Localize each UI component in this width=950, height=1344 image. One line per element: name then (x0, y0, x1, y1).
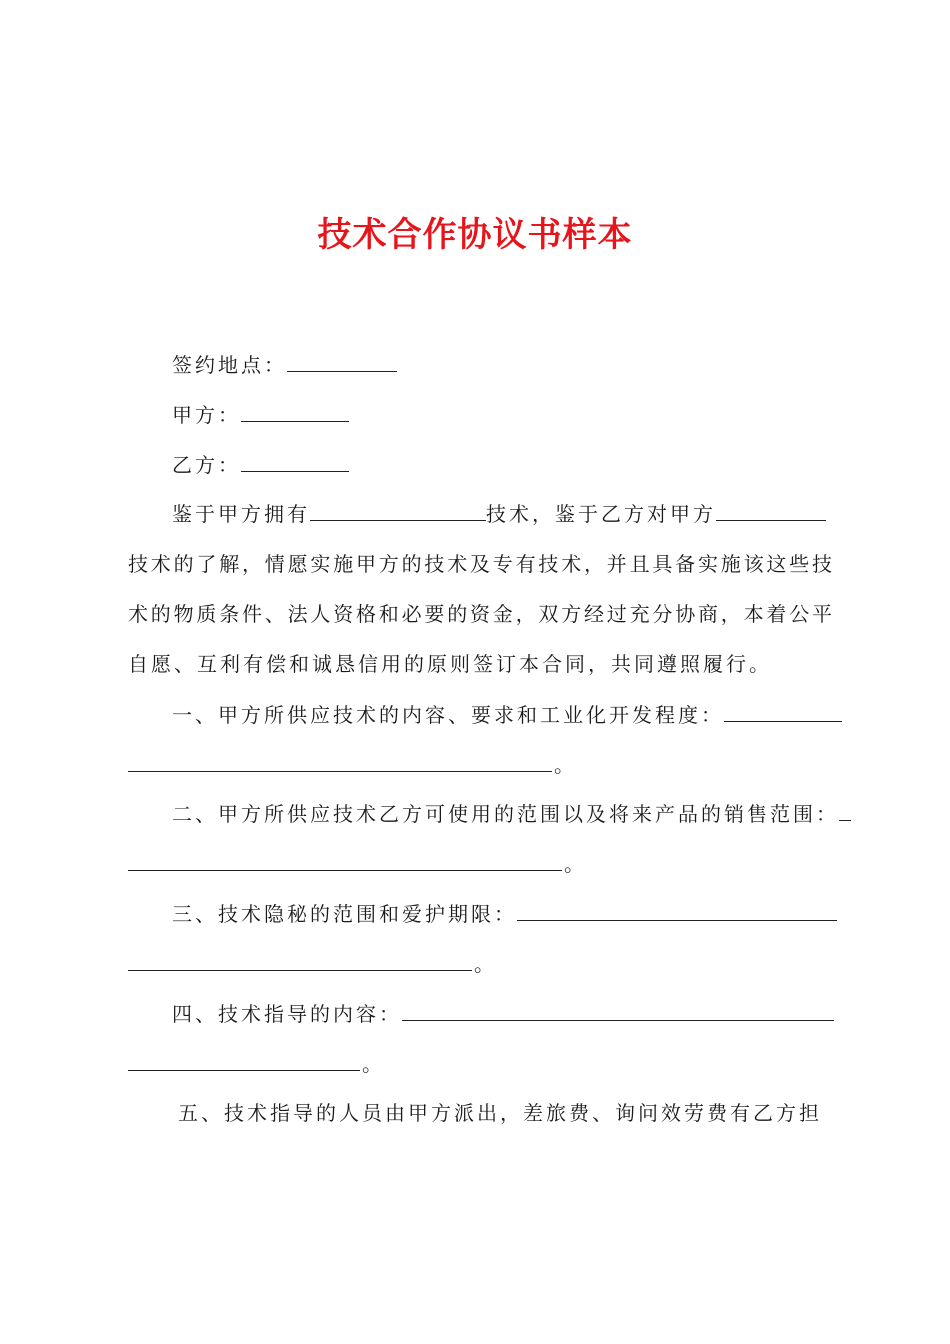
preamble-party-a-tech-blank (716, 502, 826, 521)
preamble-line-3: 术的物质条件、法人资格和必要的资金，双方经过充分协商，本着公平 (128, 602, 832, 626)
clause-1-line-1 (172, 700, 832, 730)
clause-1-line-2 (128, 750, 832, 780)
preamble-line-4: 自愿、互利有偿和诚恳信用的原则签订本合同，共同遵照履行。 (128, 652, 772, 676)
clause-1-period: 。 (554, 753, 577, 777)
clause-4-period: 。 (362, 1052, 385, 1076)
clause-3-text: 三、技术隐秘的范围和爱护期限： (172, 902, 517, 926)
clause-2-line-1 (172, 799, 839, 829)
clause-3-period: 。 (474, 952, 497, 976)
preamble-text-1b: 技术，鉴于乙方对甲方 (486, 502, 716, 526)
document-title: 技术合作协议书样本 (317, 215, 633, 255)
clause-1-text: 一、甲方所供应技术的内容、要求和工业化开发程度： (172, 703, 724, 727)
clause-1-blank-a (724, 703, 842, 722)
signing-place-blank (287, 353, 397, 372)
clause-4-blank-a (402, 1002, 834, 1021)
clause-4-line-1 (172, 999, 832, 1029)
clause-3-line-1 (172, 899, 832, 929)
party-a-label: 甲方： (172, 403, 241, 427)
signing-place-line (172, 350, 876, 380)
clause-1-blank-b (128, 753, 552, 772)
preamble-text-1a: 鉴于甲方拥有 (172, 502, 310, 526)
clause-2-line-2 (128, 849, 832, 879)
clause-2-blank-b (128, 852, 562, 871)
party-a-line (172, 400, 876, 430)
clause-3-line-2 (128, 949, 832, 979)
clause-2-blank-a (839, 802, 851, 821)
preamble-line-1 (172, 499, 832, 529)
party-b-line (172, 450, 876, 480)
clause-4-line-2 (128, 1049, 832, 1079)
clause-3-blank-b (128, 952, 472, 971)
party-b-blank (241, 453, 349, 472)
clause-5-line-1: 五、技术指导的人员由甲方派出，差旅费、询问效劳费有乙方担 (178, 1101, 822, 1125)
clause-4-text: 四、技术指导的内容： (172, 1002, 402, 1026)
preamble-tech-blank (310, 502, 486, 521)
party-b-label: 乙方： (172, 453, 241, 477)
clause-2-text: 二、甲方所供应技术乙方可使用的范围以及将来产品的销售范围： (172, 802, 839, 826)
clause-2-period: 。 (564, 852, 587, 876)
clause-4-blank-b (128, 1052, 360, 1071)
party-a-blank (241, 403, 349, 422)
signing-place-label: 签约地点： (172, 353, 287, 377)
clause-3-blank-a (517, 902, 837, 921)
preamble-line-2: 技术的了解，情愿实施甲方的技术及专有技术，并且具备实施该这些技 (128, 552, 832, 576)
